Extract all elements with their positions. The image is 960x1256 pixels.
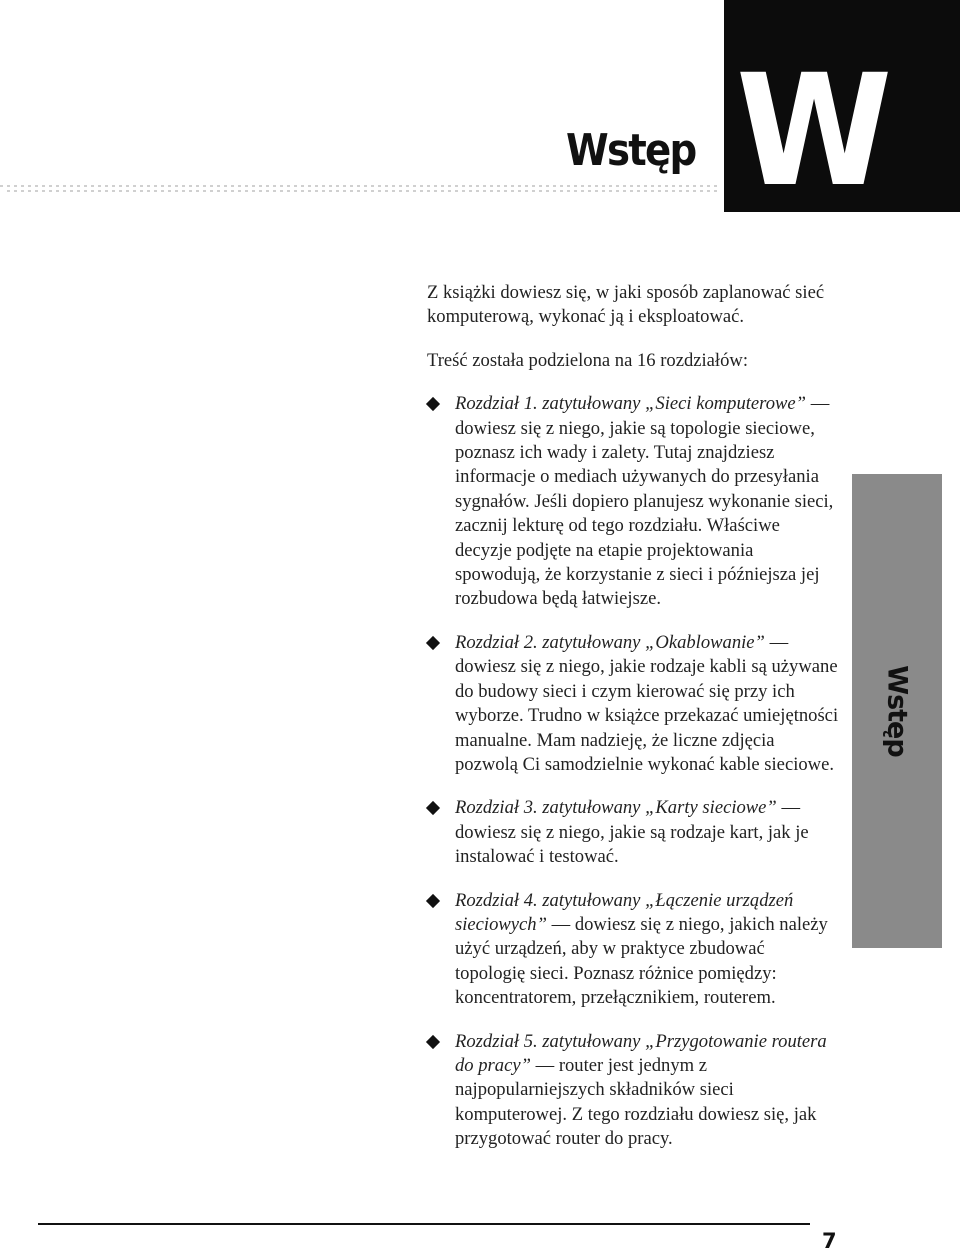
side-tab-label: Wstęp [881, 665, 913, 757]
decorative-dotted-rule [0, 185, 720, 195]
diamond-bullet-icon [426, 636, 440, 650]
chapter-description: — dowiesz się z niego, jakie są topologie sieciowe, poznasz ich wady i zalety. Tutaj znajdziesz informacje o mediach używanych do przesyłania sygnałów. Jeśli dopiero planujesz wykonanie sieci, zacznij lekturę od tego rozdziału. Właściwe decyzje podjęte na etapie projektowania spowodują, że korzystanie z sieci i późniejsza jej rozbudowa będą łatwiejsze. [455, 393, 834, 610]
chapter-description: — router jest jednym z najpopularniejszych składników sieci komputerowej. Z tego rozdziału dowiesz się, jak przygotować router do pracy. [455, 1054, 817, 1150]
page-number: 7 [822, 1229, 837, 1253]
chapter-letter: W [736, 42, 887, 221]
chapter-reference: Rozdział 3. zatytułowany „Karty sieciowe” [455, 797, 777, 819]
diamond-bullet-icon [426, 801, 440, 815]
side-tab [852, 474, 942, 948]
intro-paragraph: Z książki dowiesz się, w jaki sposób zaplanować sieć komputerową, wykonać ją i eksploatować. [427, 282, 825, 328]
diamond-bullet-icon [426, 1034, 440, 1048]
footer-rule [38, 1223, 810, 1225]
list-item [427, 1030, 839, 1152]
list-item [427, 889, 839, 1011]
list-item [427, 796, 839, 869]
diamond-bullet-icon [426, 893, 440, 907]
chapter-reference: Rozdział 1. zatytułowany „Sieci komputerowe” [455, 393, 807, 415]
chapter-title: Wstęp [566, 125, 696, 176]
chapter-list [427, 392, 839, 1151]
diamond-bullet-icon [426, 397, 440, 411]
chapter-reference: Rozdział 4. zatytułowany „Łączenie urządzeń sieciowych” [455, 889, 794, 935]
intro-paragraph: Treść została podzielona na 16 rozdziałów: [427, 349, 748, 371]
main-text [427, 281, 839, 1171]
chapter-reference: Rozdział 5. zatytułowany „Przygotowanie routera do pracy” [455, 1030, 827, 1076]
list-item [427, 392, 839, 612]
chapter-description: — dowiesz się z niego, jakich należy użyć urządzeń, aby w praktyce zbudować topologię sieci. Poznasz różnice pomiędzy: koncentratorem, przełącznikiem, routerem. [455, 913, 828, 1009]
chapter-reference: Rozdział 2. zatytułowany „Okablowanie” [455, 631, 765, 653]
list-item [427, 631, 839, 777]
chapter-description: — dowiesz się z niego, jakie są rodzaje kart, jak je instalować i testować. [455, 797, 809, 868]
chapter-description: — dowiesz się z niego, jakie rodzaje kabli są używane do budowy sieci i czym kierować się przy ich wyborze. Trudno w książce przekazać umiejętności manualne. Mam nadzieję, że liczne zdjęcia pozwolą Ci samodzielnie wykonać kable sieciowe. [455, 631, 839, 775]
